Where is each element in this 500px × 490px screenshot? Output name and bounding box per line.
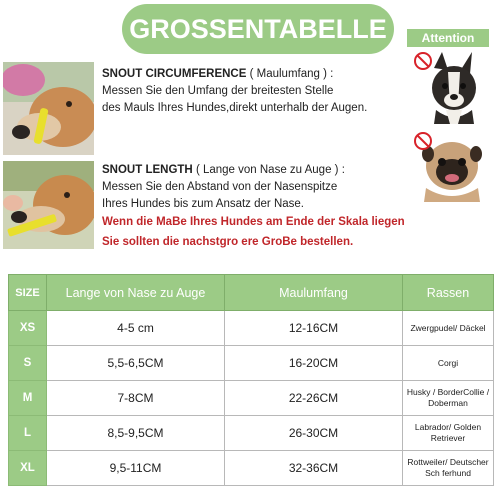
breed-cell: Rottweiler/ Deutscher Sch ferhund [403,451,494,486]
header-length: Lange von Nase zu Auge [47,275,225,311]
circumference-cell: 16-20CM [225,346,403,381]
breed-cell: Zwergpudel/ Däckel [403,311,494,346]
attention-badge: Attention [407,29,489,47]
section-line: Ihres Hundes bis zum Ansatz der Nase. [102,198,304,210]
no-pug-icon [412,130,484,202]
section-heading-en: SNOUT CIRCUMFERENCE [102,68,247,80]
size-cell: XL [9,451,47,486]
section-heading-de: ( Maulumfang ) : [249,68,334,80]
circumference-cell: 32-36CM [225,451,403,486]
page-title: GROSSENTABELLE [122,4,394,54]
section-heading [102,162,345,179]
breed-cell: Corgi [403,346,494,381]
table-row [9,416,494,451]
circumference-cell: 12-16CM [225,311,403,346]
section-line: Messen Sie den Abstand von der Nasenspitze [102,181,338,193]
no-frenchie-icon [412,50,484,124]
size-cell: S [9,346,47,381]
breed-cell: Labrador/ Golden Retriever [403,416,494,451]
section-heading [102,66,367,83]
size-cell: M [9,381,47,416]
circumference-cell: 26-30CM [225,416,403,451]
warning-line: Sie sollten die nachstgro ere GroBe bestellen. [102,236,354,248]
header-size: SIZE [9,275,47,311]
table-row [9,451,494,486]
length-cell: 9,5-11CM [47,451,225,486]
snout-circumference-photo [3,62,94,155]
size-cell: XS [9,311,47,346]
length-cell: 4-5 cm [47,311,225,346]
length-cell: 8,5-9,5CM [47,416,225,451]
breed-cell: Husky / BorderCollie / Doberman [403,381,494,416]
size-cell: L [9,416,47,451]
size-table [8,274,494,486]
snout-length-section [102,162,345,213]
length-cell: 5,5-6,5CM [47,346,225,381]
section-line: des Mauls Ihres Hundes,direkt unterhalb der Augen. [102,102,368,114]
circumference-cell: 22-26CM [225,381,403,416]
length-cell: 7-8CM [47,381,225,416]
section-heading-en: SNOUT LENGTH [102,164,193,176]
warning-line: Wenn die MaBe Ihres Hundes am Ende der Skala liegen [102,216,405,228]
table-row [9,311,494,346]
section-heading-de: ( Lange von Nase zu Auge ) : [195,164,345,176]
table-row [9,346,494,381]
header-circumference: Maulumfang [225,275,403,311]
table-row [9,381,494,416]
section-line: Messen Sie den Umfang der breitesten Stelle [102,85,334,97]
header-breeds: Rassen [403,275,494,311]
snout-circumference-section [102,66,367,117]
table-header-row [9,275,494,311]
snout-length-photo [3,161,94,249]
